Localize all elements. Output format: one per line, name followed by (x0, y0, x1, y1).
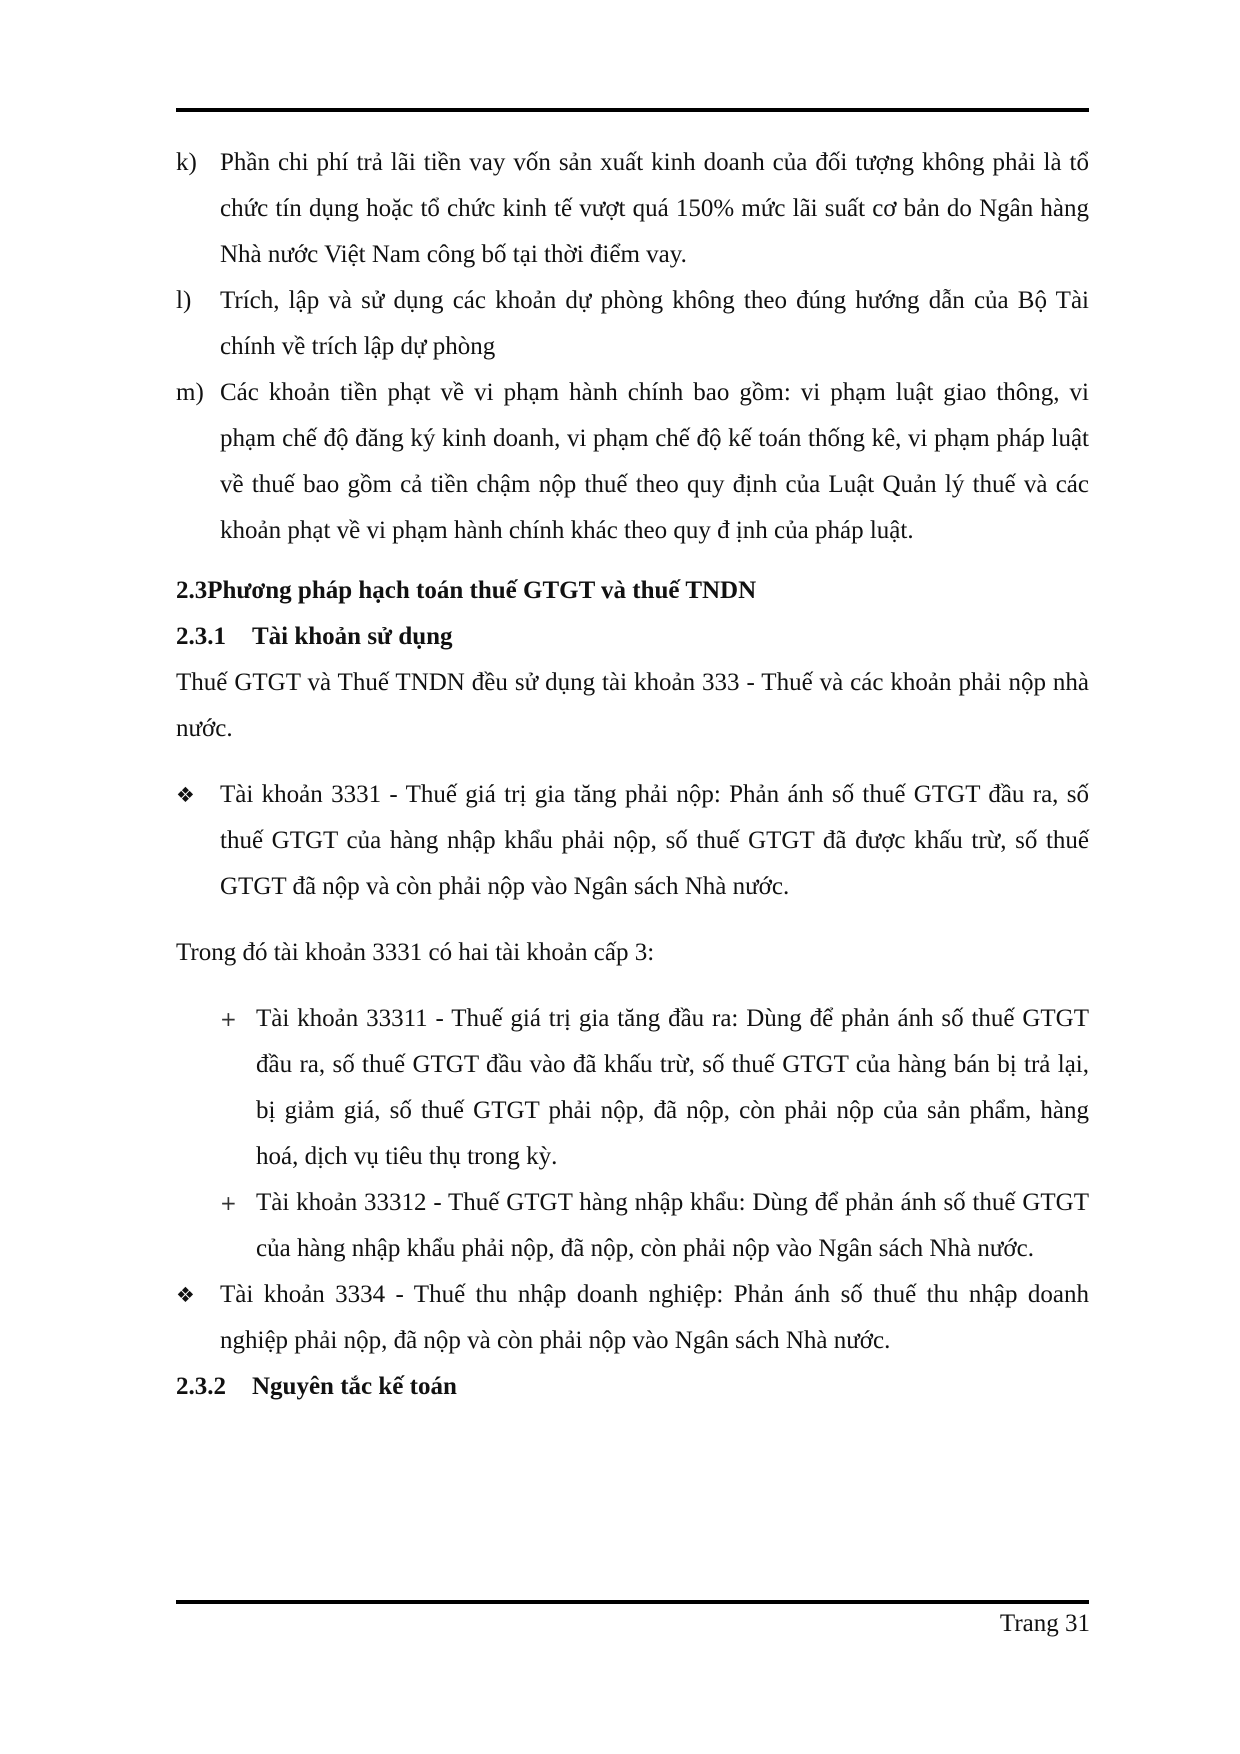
plus-bullet-icon: + (220, 1007, 237, 1031)
sub-item-33311 (220, 996, 1089, 1180)
bullet-text: Tài khoản 3331 - Thuế giá trị gia tăng phải nộp: Phản ánh số thuế GTGT đầu ra, số thuế GTGT của hàng nhập khẩu phải nộp, số thuế GTGT đã được khấu trừ, số thuế GTGT đã nộp và còn phải nộp vào Ngân sách Nhà nước. (220, 781, 1089, 900)
sub-item-33312 (220, 1180, 1089, 1272)
spacer (176, 752, 1089, 772)
sub-item-text: Tài khoản 33311 - Thuế giá trị gia tăng đầu ra: Dùng để phản ánh số thuế GTGT đầu ra, số thuế GTGT đầu vào đã khấu trừ, số thuế GTGT của hàng bán bị trả lại, bị giảm giá, số thuế GTGT phải nộp, đã nộp, còn phải nộp của sản phẩm, hàng hoá, dịch vụ tiêu thụ trong kỳ. (256, 1005, 1089, 1170)
section-title: Phương pháp hạch toán thuế GTGT và thuế TNDN (207, 577, 757, 604)
diamond-bullet-icon: ❖ (176, 1283, 195, 1307)
intro-paragraph: Thuế GTGT và Thuế TNDN đều sử dụng tài khoản 333 - Thuế và các khoản phải nộp nhà nước. (176, 669, 1089, 742)
section-title: Tài khoản sử dụng (252, 623, 453, 650)
page-number: Trang 31 (999, 1610, 1090, 1637)
section-number: 2.3 (176, 577, 208, 604)
list-item-text: Trích, lập và sử dụng các khoản dự phòng không theo đúng hướng dẫn của Bộ Tài chính về trích lập dự phòng (220, 287, 1089, 360)
list-marker: m) (176, 379, 204, 406)
list-item-l (176, 278, 1089, 370)
spacer (176, 910, 1089, 930)
diamond-bullet-icon: ❖ (176, 783, 195, 807)
list-marker: l) (176, 287, 192, 314)
list-item-k (176, 140, 1089, 278)
list-item-text: Phần chi phí trả lãi tiền vay vốn sản xuất kinh doanh của đối tượng không phải là tổ chức tín dụng hoặc tổ chức kinh tế vượt quá 150% mức lãi suất cơ bản do Ngân hàng Nhà nước Việt Nam công bố tại thời điểm vay. (220, 149, 1089, 268)
section-heading-2-3 (176, 568, 1089, 614)
plus-bullet-icon: + (220, 1191, 237, 1215)
spacer (176, 976, 1089, 996)
section-heading-2-3-2 (176, 1364, 1089, 1410)
list-item-m (176, 370, 1089, 554)
sub-intro-paragraph: Trong đó tài khoản 3331 có hai tài khoản cấp 3: (176, 939, 655, 966)
section-number: 2.3.1 (176, 623, 226, 650)
header-rule (176, 108, 1089, 112)
section-title: Nguyên tắc kế toán (252, 1373, 457, 1400)
sub-item-text: Tài khoản 33312 - Thuế GTGT hàng nhập khẩu: Dùng để phản ánh số thuế GTGT của hàng nhập khẩu phải nộp, đã nộp, còn phải nộp vào Ngân sách Nhà nước. (256, 1189, 1089, 1262)
list-item-text: Các khoản tiền phạt về vi phạm hành chính bao gồm: vi phạm luật giao thông, vi phạm chế độ đăng ký kinh doanh, vi phạm chế độ kế toán thống kê, vi phạm pháp luật về thuế bao gồm cả tiền chậm nộp thuế theo quy định của Luật Quản lý thuế và các khoản phạt về vi phạm hành chính khác theo quy đ ịnh của pháp luật. (220, 379, 1089, 544)
list-marker: k) (176, 149, 197, 176)
section-number: 2.3.2 (176, 1373, 226, 1400)
section-heading-2-3-1 (176, 614, 1089, 660)
page-content (176, 140, 1089, 1410)
bullet-item-3334 (176, 1272, 1089, 1364)
bullet-text: Tài khoản 3334 - Thuế thu nhập doanh nghiệp: Phản ánh số thuế thu nhập doanh nghiệp phải nộp, đã nộp và còn phải nộp vào Ngân sách Nhà nước. (220, 1281, 1089, 1354)
bullet-item-3331 (176, 772, 1089, 910)
footer-rule (176, 1600, 1089, 1604)
